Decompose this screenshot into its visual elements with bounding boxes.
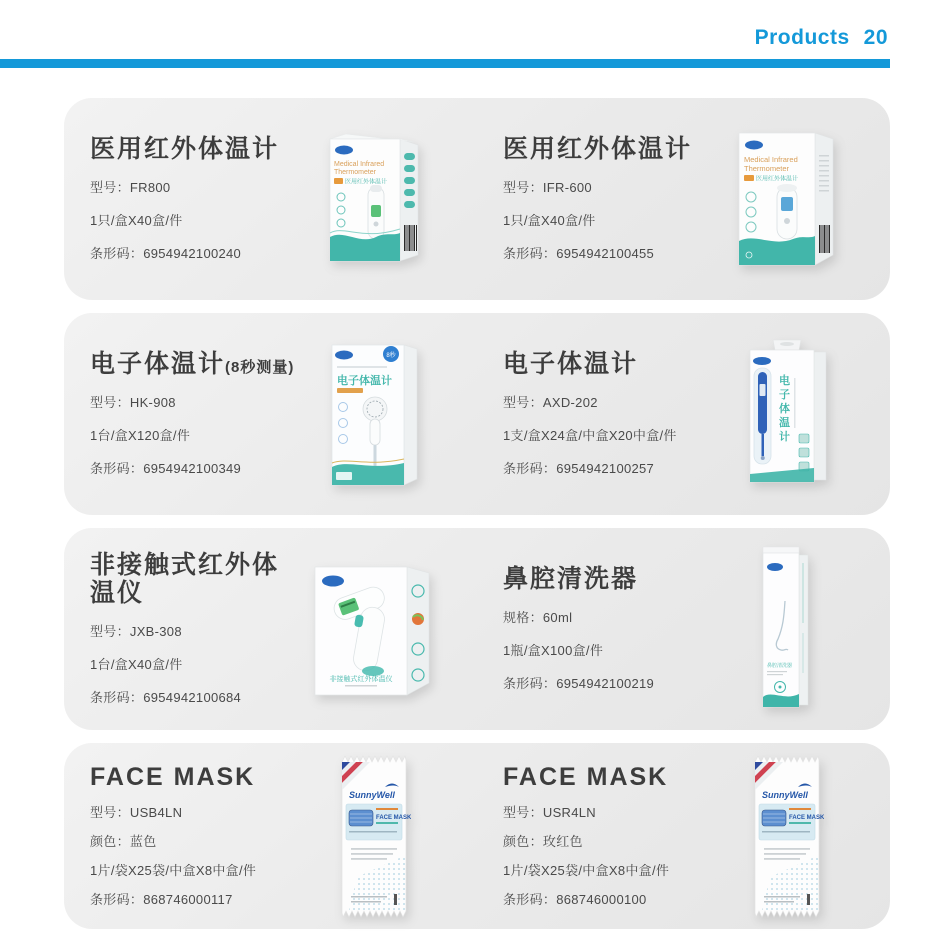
spec-line: 规格：60ml: [503, 610, 573, 626]
brand-logo-icon: [335, 351, 353, 360]
pack-line: 1瓶/盒X100盒/件: [503, 643, 604, 659]
brand-logo-icon: [753, 357, 771, 365]
product-image-area: [712, 543, 862, 715]
product-image-area: [299, 339, 449, 489]
product-info: [477, 566, 712, 693]
product-image-area: [712, 125, 862, 273]
color-line: 颜色：蓝色: [90, 833, 157, 849]
product-info: [477, 351, 712, 478]
brand-logo-icon: [767, 563, 783, 571]
model-line: 型号：JXB-308: [90, 624, 182, 639]
product-title: 电子体温计(8秒测量): [90, 349, 295, 378]
color-line: 颜色：玫红色: [503, 833, 583, 849]
product-image-area: [299, 752, 449, 920]
product-jxb308: [64, 528, 477, 730]
fr800-box-image: [324, 129, 424, 269]
svg-text:8秒: 8秒: [385, 353, 396, 359]
pack-line: 1片/袋X25袋/中盒X8中盒/件: [503, 862, 670, 878]
page-header: [755, 26, 888, 50]
vertical-product-name: [779, 373, 790, 443]
axd202-box-image: [743, 338, 831, 490]
mask-pouch-image: [750, 752, 824, 920]
svg-text:Medical Infrared: Medical Infrared: [744, 155, 798, 164]
barcode-line: 条形码：868746000117: [90, 891, 233, 907]
barcode-line: 条形码：6954942100257: [503, 461, 655, 477]
product-title: 医用红外体温计: [503, 134, 693, 163]
barcode-line: 条形码：6954942100219: [503, 676, 655, 692]
product-fr800: [64, 98, 477, 300]
mask-label: [759, 804, 824, 840]
svg-text:FACE MASK: FACE MASK: [376, 815, 411, 821]
model-line: 型号：IFR-600: [503, 180, 592, 196]
product-image-area: [299, 129, 449, 269]
svg-text:FACE MASK: FACE MASK: [789, 815, 824, 821]
title-suffix: (8秒测量): [225, 358, 295, 376]
model-line: 型号：FR800: [90, 180, 171, 196]
model-line: 型号：USR4LN: [503, 804, 596, 820]
hk908-box-image: [327, 339, 422, 489]
product-title: 非接触式红外体温仪: [90, 551, 280, 607]
product-ifr600: [477, 98, 890, 300]
product-title: 鼻腔清洗器: [503, 564, 639, 593]
header-page-number: 20: [863, 26, 888, 49]
svg-text:子: 子: [779, 389, 790, 401]
product-info: [477, 136, 712, 263]
svg-text:计: 计: [779, 431, 790, 443]
jxb308-box-image: [309, 557, 439, 702]
brand-logo-icon: [335, 146, 353, 155]
svg-text:医用红外体温计: 医用红外体温计: [345, 179, 388, 186]
brand-logo-icon: [322, 575, 344, 586]
feature-icons: [799, 434, 809, 471]
product-image-area: [712, 338, 862, 490]
svg-text:非接触式红外体温仪: 非接触式红外体温仪: [329, 675, 393, 683]
product-mask-usb4ln: [64, 743, 477, 929]
product-image-area: [299, 557, 449, 702]
product-info: [64, 351, 299, 478]
pack-line: 1只/盒X40盒/件: [90, 213, 183, 229]
product-card: [64, 528, 890, 730]
pack-line: 1支/盒X24盒/中盒X20中盒/件: [503, 428, 677, 444]
model-line: 型号：AXD-202: [503, 395, 598, 411]
model-line: 型号：HK-908: [90, 395, 176, 411]
nasal-cleaner-box-image: [758, 543, 816, 715]
mask-label: [346, 804, 411, 840]
product-title: 医用红外体温计: [90, 134, 280, 163]
pack-line: 1只/盒X40盒/件: [503, 213, 596, 229]
barcode-line: 条形码：6954942100240: [90, 246, 242, 262]
svg-text:温: 温: [779, 417, 790, 429]
svg-text:SunnyWell: SunnyWell: [349, 790, 395, 800]
svg-text:体: 体: [779, 403, 790, 415]
thermometer-window: [754, 368, 771, 464]
product-card: [64, 98, 890, 300]
svg-text:医用红外体温计: 医用红外体温计: [756, 176, 799, 183]
svg-text:鼻腔清洗器: 鼻腔清洗器: [767, 663, 793, 669]
barcode-line: 条形码：6954942100349: [90, 461, 242, 477]
mask-pouch-image: [337, 752, 411, 920]
thermometer-illustration: [777, 184, 797, 239]
svg-text:Thermometer: Thermometer: [334, 169, 377, 176]
header-accent-bar: [0, 59, 890, 68]
svg-text:电子体温计: 电子体温计: [336, 375, 392, 387]
barcode-line: 条形码：6954942100455: [503, 246, 655, 262]
product-axd202: [477, 313, 890, 515]
thermometer-illustration: [368, 185, 384, 239]
brand-logo-icon: [745, 141, 763, 150]
ifr600-box-image: [733, 125, 841, 273]
product-title: FACE MASK: [90, 763, 256, 792]
product-nasal-cleaner: [477, 528, 890, 730]
product-title: 电子体温计: [503, 349, 639, 378]
product-card: [64, 313, 890, 515]
product-info: [64, 136, 299, 263]
barcode-line: 条形码：6954942100684: [90, 690, 242, 705]
product-title: FACE MASK: [503, 763, 669, 792]
product-card: [64, 743, 890, 929]
product-image-area: [712, 752, 862, 920]
svg-text:Medical Infrared: Medical Infrared: [334, 161, 385, 168]
pack-line: 1台/盒X120盒/件: [90, 428, 191, 444]
svg-text:Thermometer: Thermometer: [744, 164, 790, 173]
product-info: [64, 764, 299, 908]
svg-text:电: 电: [779, 375, 790, 387]
product-info: [64, 552, 299, 706]
product-mask-usr4ln: [477, 743, 890, 929]
model-line: 型号：USB4LN: [90, 804, 183, 820]
product-hk908: [64, 313, 477, 515]
pack-line: 1片/袋X25袋/中盒X8中盒/件: [90, 862, 257, 878]
barcode-line: 条形码：868746000100: [503, 891, 647, 907]
product-info: [477, 764, 712, 908]
pack-line: 1台/盒X40盒/件: [90, 657, 183, 672]
header-title: Products: [754, 26, 850, 49]
svg-text:SunnyWell: SunnyWell: [762, 790, 808, 800]
